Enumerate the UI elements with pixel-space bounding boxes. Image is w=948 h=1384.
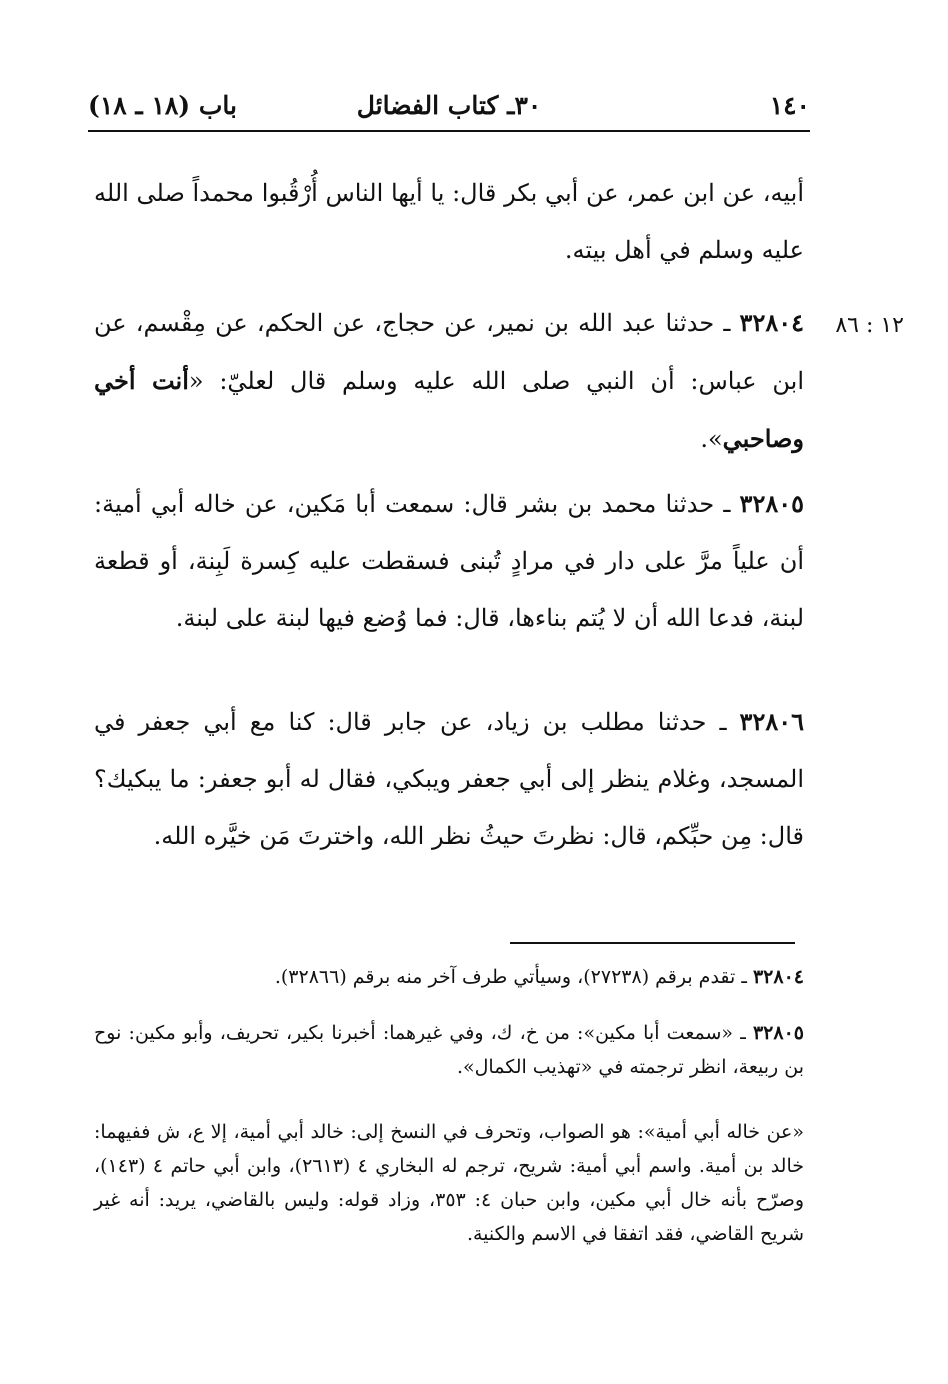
footnote-32804	[94, 960, 804, 994]
header-rule	[88, 130, 810, 132]
margin-reference: ١٢ : ٨٦	[835, 313, 904, 338]
paragraph-text: أبيه، عن ابن عمر، عن أبي بكر قال: يا أيها الناس أُرْقُبوا محمداً صلى الله عليه وسلم في أهل بيته.	[94, 179, 804, 264]
page-number: ١٤٠	[769, 91, 810, 120]
hadith-32805	[94, 475, 804, 647]
page-header	[88, 86, 810, 126]
hadith-number: ٣٢٨٠٤	[739, 308, 804, 337]
footnote-32805	[94, 1016, 804, 1084]
footnote-number: ٣٢٨٠٥	[752, 1022, 804, 1044]
footnote-separator	[510, 942, 795, 944]
footnote-number: ٣٢٨٠٤	[752, 966, 804, 988]
paragraph-text: ـ حدثنا محمد بن بشر قال: سمعت أبا مَكين، عن خاله أبي أمية: أن علياً مرَّ على دار في مرادٍ تُبنى فسقطت عليه كِسرة لَبِنة، أو قطعة لبنة، فدعا الله أن لا يُتم بناءها، قال: فما وُضع فيها لبنة على لبنة.	[94, 490, 804, 632]
footnote-32805-continued	[94, 1115, 804, 1251]
hadith-number: ٣٢٨٠٥	[739, 489, 804, 518]
footnote-text: «عن خاله أبي أمية»: هو الصواب، وتحرف في النسخ إلى: خالد أبي أمية، إلا ع، ش ففيهما: خالد بن أمية. واسم أبي أمية: شريح، ترجم له البخاري ٤ (٢٦١٣)، وابن أبي حاتم ٤ (١٤٣)، وصرّح بأنه خال أبي مكين، وابن حبان ٤: ٣٥٣، وزاد قوله: وليس بالقاضي، يريد: أنه غير شريح القاضي، فقد اتفقا في الاسم والكنية.	[94, 1121, 805, 1245]
chapter-title: باب (١٨ ـ ١٨)	[88, 91, 237, 120]
hadith-32804	[94, 294, 804, 468]
hadith-32806	[94, 693, 804, 865]
book-title: ٣٠ـ كتاب الفضائل	[356, 91, 542, 120]
hadith-number: ٣٢٨٠٦	[739, 707, 804, 736]
paragraph-text: ـ حدثنا عبد الله بن نمير، عن حجاج، عن الحكم، عن مِقْسم، عن ابن عباس: أن النبي صلى الله عليه وسلم قال لعليّ: «	[94, 309, 804, 395]
paragraph-bold-quote: أنت أخي وصاحبي	[94, 366, 804, 453]
footnote-text: ـ تقدم برقم (٢٧٢٣٨)، وسيأتي طرف آخر منه برقم (٣٢٨٦٦).	[274, 966, 753, 988]
paragraph-tail: ».	[700, 425, 723, 453]
paragraph-text: ـ حدثنا مطلب بن زياد، عن جابر قال: كنا مع أبي جعفر في المسجد، وغلام ينظر إلى أبي جعفر ويبكي، فقال له أبو جعفر: ما يبكيك؟ قال: مِن حبِّكم، قال: نظرتَ حيثُ نظر الله، واخترتَ مَن خيَّره الله.	[94, 708, 804, 850]
paragraph-continuation	[94, 164, 804, 279]
footnote-text: ـ «سمعت أبا مكين»: من خ، ك، وفي غيرهما: أخبرنا بكير، تحريف، وأبو مكين: نوح بن ربيعة، انظر ترجمته في «تهذيب الكمال».	[94, 1022, 804, 1078]
